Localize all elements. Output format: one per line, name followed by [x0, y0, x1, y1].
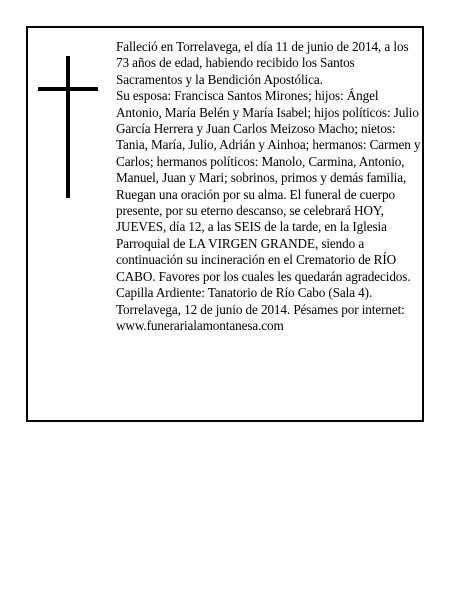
death-announcement: Falleció en Torrelavega, el día 11 de junio de 2014, a los 73 años de edad, habiendo recibido los Santos Sacramentos y la Bendición Apostólica. [116, 39, 409, 87]
obituary-notice [26, 26, 424, 422]
date-and-website: Torrelavega, 12 de junio de 2014. Pésames por internet: www.funerarialamontanesa.com [116, 301, 405, 333]
cross-icon [38, 56, 98, 198]
cross-vertical-bar [66, 56, 70, 198]
obituary-text [116, 39, 421, 334]
cross-horizontal-bar [38, 87, 98, 91]
funeral-details: Ruegan una oración por su alma. El funeral de cuerpo presente, por su eterno descanso, se celebrará HOY, JUEVES, día 12, a las SEIS de la tarde, en la Iglesia Parroquial de LA VIRGEN GRANDE, siendo a continuación su incineración en el Crematorio de RÍO CABO. Favores por los cuales les quedarán agradecidos. Capilla Ardiente: Tanatorio de Río Cabo (Sala 4). [116, 186, 411, 301]
family-list: Su esposa: Francisca Santos Mirones; hijos: Ángel Antonio, María Belén y María Isabel; hijos políticos: Julio García Herrera y Juan Carlos Meizoso Macho; nietos: Tania, María, Julio, Adrián y Ainhoa; hermanos: Carmen y Carlos; hermanos políticos: Manolo, Carmina, Antonio, Manuel, Juan y Mari; sobrinos, primos y demás familia, [116, 88, 421, 186]
